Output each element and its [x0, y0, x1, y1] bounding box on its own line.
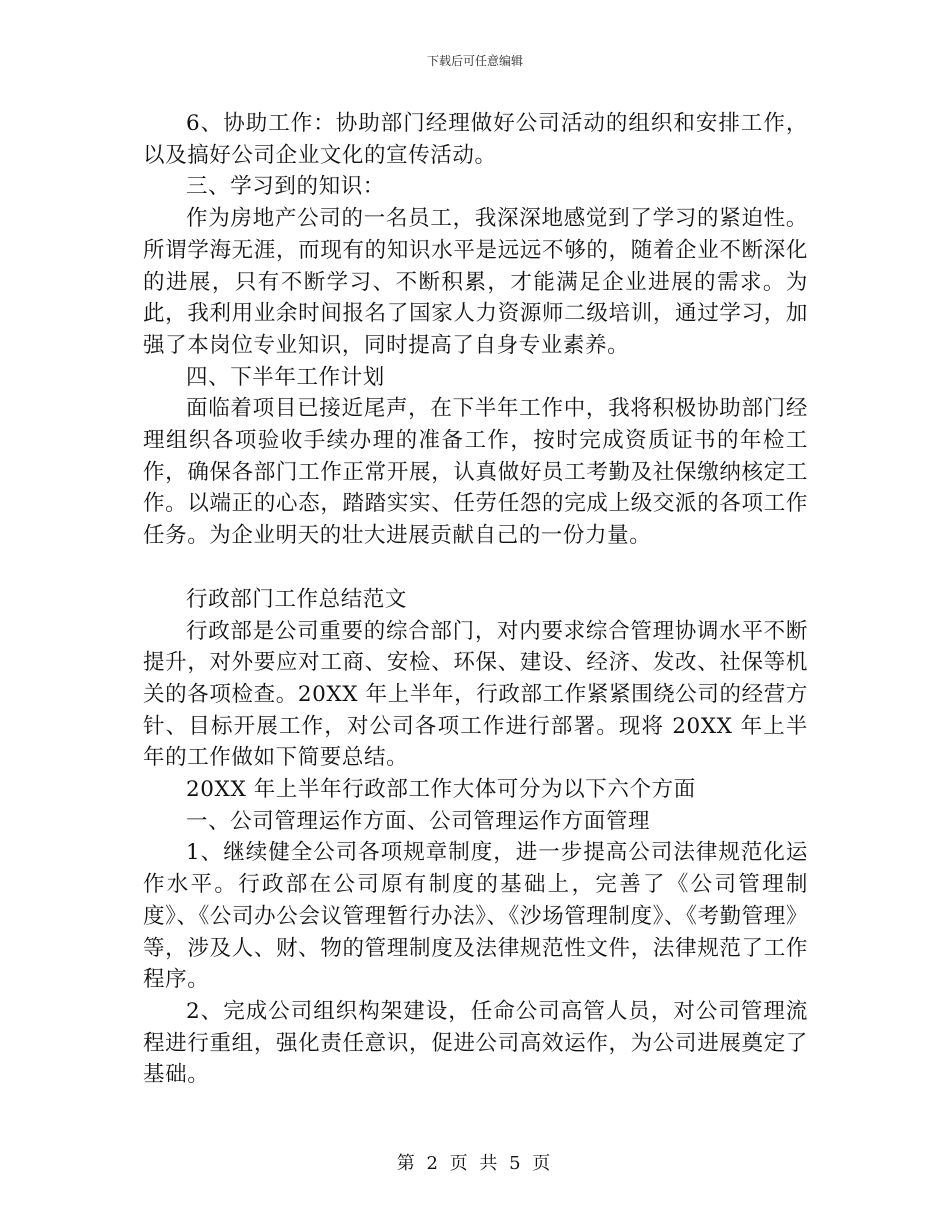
paragraph-six-aspects: 20XX 年上半年行政部工作大体可分为以下六个方面: [186, 777, 696, 803]
paragraph-plan: 面临着项目已接近尾声，在下半年工作中，我将积极协助部门经理组织各项验收手续办理的准备工作，按时完成资质证书的年检工作，确保各部门工作正常开展，认真做好员工考勤及社保缴纳核定工作。以端正的心态，踏踏实实、任劳任怨的完成上级交派的各项工作任务。为企业明天的壮大进展贡献自己的一份力量。: [143, 396, 808, 549]
paragraph-assist-work: 6、协助工作：协助部门经理做好公司活动的组织和安排工作，以及搞好公司企业文化的宣传活动。: [143, 111, 808, 168]
section-heading-knowledge: 三、学习到的知识：: [186, 174, 385, 200]
page-header: 下载后可任意编辑: [426, 54, 523, 68]
paragraph-knowledge: 作为房地产公司的一名员工，我深深地感觉到了学习的紧迫性。所谓学海无涯，而现有的知识水平是远远不够的，随着企业不断深化的进展，只有不断学习、不断积累，才能满足企业进展的需求。为此，我利用业余时间报名了国家人力资源师二级培训，通过学习，加强了本岗位专业知识，同时提高了自身专业素养。: [143, 206, 808, 358]
article-title: 行政部门工作总结范文: [186, 586, 408, 612]
paragraph-admin-intro: 行政部是公司重要的综合部门，对内要求综合管理协调水平不断提升，对外要应对工商、安检、环保、建设、经济、发改、社保等机关的各项检查。20XX 年上半年，行政部工作紧紧围绕公司的经营方针、目标开展工作，对公司各项工作进行部署。现将 20XX 年上半年的工作做如下简要总结。: [143, 618, 808, 771]
paragraph-spacer: [143, 552, 808, 584]
paragraph-structure: 2、完成公司组织构架建设，任命公司高管人员，对公司管理流程进行重组，强化责任意识，促进公司高效运作，为公司进展奠定了基础。: [143, 998, 808, 1088]
section-heading-plan: 四、下半年工作计划: [186, 364, 385, 390]
section-heading-management: 一、公司管理运作方面、公司管理运作方面管理: [186, 808, 651, 834]
page-footer: 第 2 页 共 5 页: [396, 1153, 554, 1174]
document-body: [143, 108, 808, 1091]
paragraph-rules: 1、继续健全公司各项规章制度，进一步提高公司法律规范化运作水平。行政部在公司原有制度的基础上，完善了《公司管理制度》、《公司办公会议管理暂行办法》、《沙场管理制度》、《考勤管理》等，涉及人、财、物的管理制度及法律规范性文件，法律规范了工作程序。: [143, 840, 808, 993]
